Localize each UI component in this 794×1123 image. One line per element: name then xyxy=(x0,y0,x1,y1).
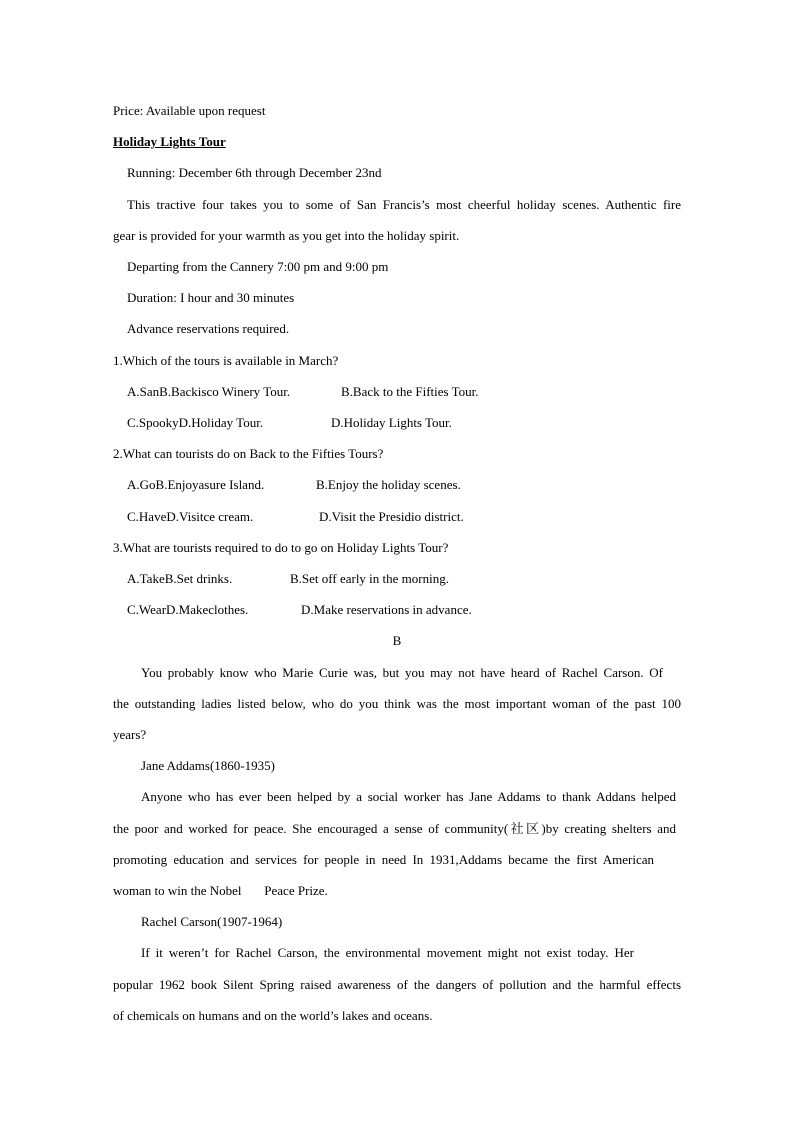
answer-option: B.Enjoy the holiday scenes. xyxy=(316,477,461,492)
question-stem: 1.Which of the tours is available in March? xyxy=(113,353,339,368)
duration-line: Duration: I hour and 30 minutes xyxy=(127,290,295,305)
paragraph-line: If it weren’t for Rachel Carson, the environmental movement might not exist today. Her xyxy=(141,945,634,960)
paragraph-line: Anyone who has ever been helped by a social worker has Jane Addams to thank Addans helped xyxy=(141,789,676,804)
answer-option: C.WearD.Makeclothes. xyxy=(127,602,249,617)
description-line: This tractive four takes you to some of San Francis’s most cheerful holiday scenes. Authentic fire xyxy=(127,197,681,212)
question-stem: 3.What are tourists required to do to go on Holiday Lights Tour? xyxy=(113,540,449,555)
answer-option: A.SanB.Backisco Winery Tour. xyxy=(127,384,291,399)
person-heading: Jane Addams(1860-1935) xyxy=(141,758,275,773)
answer-option: D.Make reservations in advance. xyxy=(301,602,472,617)
paragraph-line: promoting education and services for people in need In 1931,Addams became the first American xyxy=(113,852,654,867)
paragraph-line: You probably know who Marie Curie was, but you may not have heard of Rachel Carson. Of xyxy=(141,665,663,680)
answer-option: C.SpookyD.Holiday Tour. xyxy=(127,415,264,430)
paragraph-line: popular 1962 book Silent Spring raised awareness of the dangers of pollution and the harmful effects xyxy=(113,977,681,992)
description-line: gear is provided for your warmth as you get into the holiday spirit. xyxy=(113,228,460,243)
paragraph-line: the poor and worked for peace. She encouraged a sense of community(社区)by creating shelters and xyxy=(113,821,676,836)
reservations-line: Advance reservations required. xyxy=(127,321,290,336)
section-label: B xyxy=(392,633,402,648)
question-stem: 2.What can tourists do on Back to the Fifties Tours? xyxy=(113,446,384,461)
paragraph-line: woman to win the Nobel Peace Prize. xyxy=(113,883,328,898)
price-line: Price: Available upon request xyxy=(113,103,266,118)
person-heading: Rachel Carson(1907-1964) xyxy=(141,914,283,929)
paragraph-line: of chemicals on humans and on the world’s lakes and oceans. xyxy=(113,1008,433,1023)
answer-option: D.Visit the Presidio district. xyxy=(319,509,464,524)
answer-option: A.GoB.Enjoyasure Island. xyxy=(127,477,265,492)
departing-line: Departing from the Cannery 7:00 pm and 9:00 pm xyxy=(127,259,389,274)
paragraph-line: years? xyxy=(113,727,147,742)
answer-option: A.TakeB.Set drinks. xyxy=(127,571,233,586)
answer-option: C.HaveD.Visitce cream. xyxy=(127,509,254,524)
holiday-lights-title: Holiday Lights Tour xyxy=(113,134,226,149)
answer-option: B.Set off early in the morning. xyxy=(290,571,449,586)
answer-option: D.Holiday Lights Tour. xyxy=(331,415,452,430)
paragraph-line: the outstanding ladies listed below, who do you think was the most important woman of the past 100 xyxy=(113,696,681,711)
answer-option: B.Back to the Fifties Tour. xyxy=(341,384,479,399)
running-line: Running: December 6th through December 23nd xyxy=(127,165,382,180)
